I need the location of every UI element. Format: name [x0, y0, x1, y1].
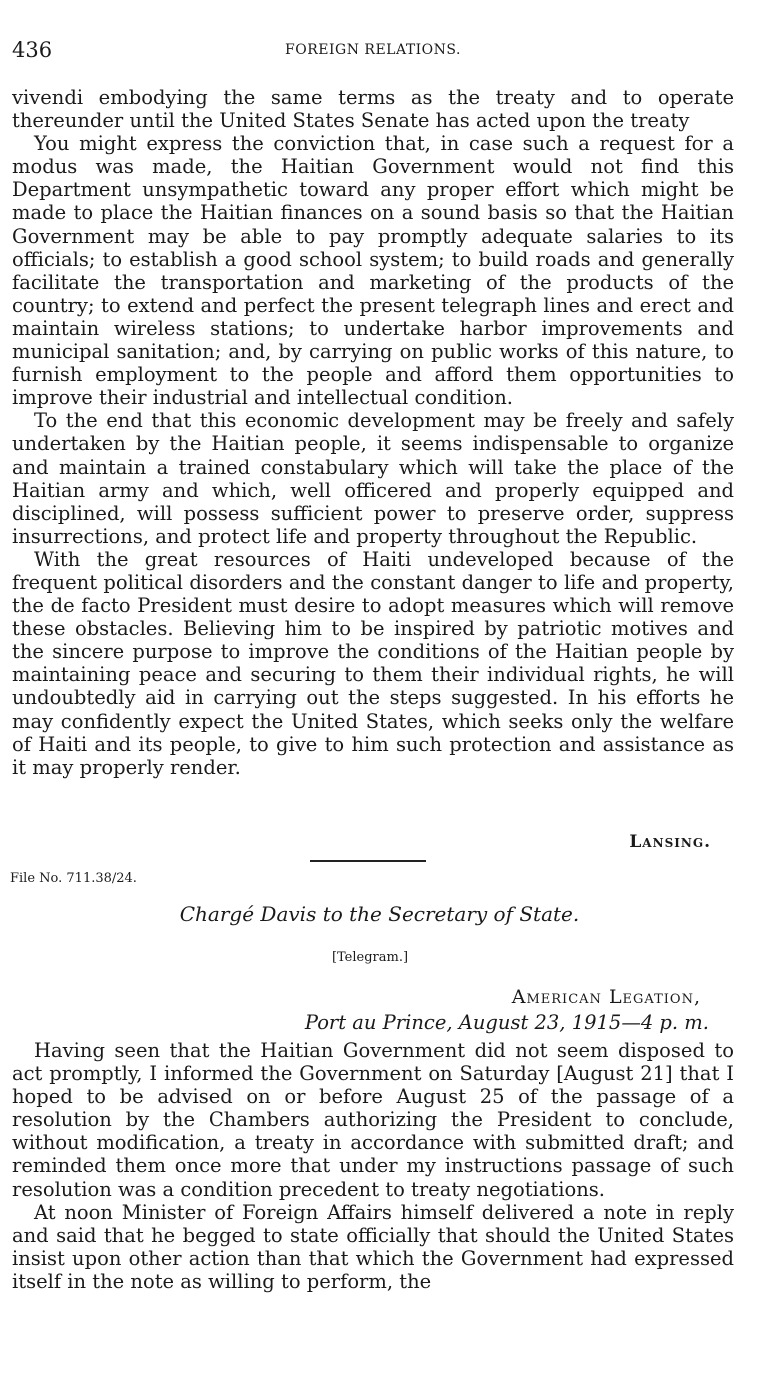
running-title: FOREIGN RELATIONS.: [285, 42, 461, 58]
legation-heading: American Legation,: [511, 986, 701, 1008]
signature: Lansing.: [629, 832, 711, 852]
paragraph-continuation: vivendi embodying the same terms as the treaty and to operate thereunder until the United States Senate has acted upon the treaty: [12, 86, 734, 133]
paragraph: You might express the conviction that, in case such a request for a modus was made, the Haitian Government would not find this Department unsympathetic toward any proper effort which might be made to place the Haitian finances on a sound basis so that the Haitian Government may be able to pay promptly adequate salaries to its officials; to establish a good school system; to build roads and generally facilitate the transportation and marketing of the products of the country; to extend and perfect the present telegraph lines and erect and maintain wireless stations; to undertake harbor improvements and municipal sanitation; and, by carrying on public works of this nature, to furnish employment to the people and afford them opportunities to improve their industrial and intellectual condition.: [12, 132, 734, 410]
dateline: Port au Prince, August 23, 1915—4 p. m.: [304, 1011, 709, 1034]
paragraph: Having seen that the Haitian Government did not seem disposed to act promptly, I informed the Government on Saturday [August 21] that I hoped to be advised on or before August 25 of the passage of a resolution by the Chambers authorizing the President to conclude, without modification, a treaty in accordance with submitted draft; and reminded them once more that under my instructions passage of such resolution was a condition precedent to treaty negotiations.: [12, 1039, 734, 1201]
paragraph: At noon Minister of Foreign Affairs himself delivered a note in reply and said that he begged to state officially that should the United States insist upon other action than that which the Government had expressed itself in the note as willing to perform, the: [12, 1200, 734, 1293]
document-title: Chargé Davis to the Secretary of State.: [179, 902, 580, 926]
paragraph: With the great resources of Haiti undeveloped because of the frequent political disorders and the constant danger to life and property, the de facto President must desire to adopt measures which will remove these obstacles. Believing him to be inspired by patriotic motives and the sincere purpose to improve the conditions of the Haitian people by maintaining peace and securing to them their individual rights, he will undoubtedly aid in carrying out the steps suggested. In his efforts he may confidently expect the United States, which seeks only the welfare of Haiti and its people, to give to him such protection and assistance as it may properly render.: [12, 547, 734, 779]
telegram-label: [Telegram.]: [331, 950, 409, 965]
letter-body: [12, 86, 734, 779]
paragraph: To the end that this economic development may be freely and safely undertaken by the Haitian people, it seems indispensable to organize and maintain a trained constabulary which will take the place of the Haitian army and which, well officered and properly equipped and disciplined, will possess sufficient power to preserve order, suppress insurrections, and protect life and property throughout the Republic.: [12, 409, 734, 548]
file-number: File No. 711.38/24.: [10, 871, 137, 886]
page-number: 436: [12, 38, 53, 62]
telegram-body: [12, 1039, 734, 1293]
page-header: [12, 38, 734, 64]
section-divider: [310, 860, 426, 862]
